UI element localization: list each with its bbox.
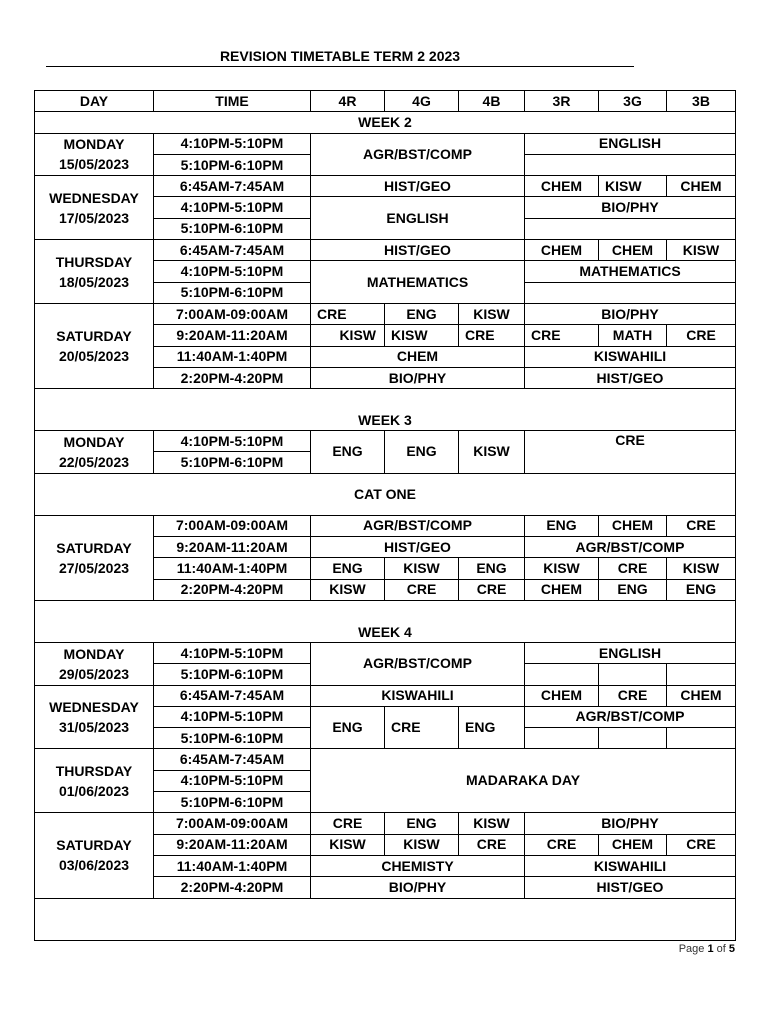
subject-cell: ENG — [311, 706, 385, 749]
empty-cell — [667, 728, 736, 749]
table-row — [35, 176, 736, 197]
subject-cell: CHEM — [667, 176, 736, 197]
table-row — [35, 515, 736, 536]
subject-cell: CRE — [599, 558, 667, 579]
week-row — [35, 389, 736, 431]
header-cell: 4G — [385, 91, 459, 112]
time-cell: 11:40AM-1:40PM — [154, 855, 311, 876]
empty-cell — [667, 664, 736, 685]
table-row — [35, 431, 736, 452]
subject-cell: KISW — [667, 558, 736, 579]
subject-cell: HIST/GEO — [311, 176, 525, 197]
time-cell: 4:10PM-5:10PM — [154, 642, 311, 663]
header-cell: 3G — [599, 91, 667, 112]
subject-cell: KISW — [311, 325, 385, 346]
subject-cell: HIST/GEO — [311, 240, 525, 261]
time-cell: 7:00AM-09:00AM — [154, 303, 311, 324]
subject-cell: CRE — [311, 303, 385, 324]
time-cell: 5:10PM-6:10PM — [154, 452, 311, 473]
subject-cell: KISWAHILI — [525, 346, 736, 367]
table-row — [35, 240, 736, 261]
subject-cell: CRE — [525, 834, 599, 855]
subject-cell: ENG — [311, 431, 385, 474]
week-row — [35, 112, 736, 133]
header-cell: TIME — [154, 91, 311, 112]
subject-cell: AGR/BST/COMP — [525, 537, 736, 558]
subject-cell: CRE — [459, 579, 525, 600]
subject-cell: KISW — [599, 176, 667, 197]
subject-cell: CRE — [525, 325, 599, 346]
subject-cell: MATH — [599, 325, 667, 346]
time-cell: 11:40AM-1:40PM — [154, 558, 311, 579]
empty-cell — [525, 154, 736, 175]
subject-cell: KISW — [385, 558, 459, 579]
subject-cell: CHEM — [525, 579, 599, 600]
time-cell: 7:00AM-09:00AM — [154, 515, 311, 536]
subject-cell: CRE — [385, 579, 459, 600]
time-cell: 6:45AM-7:45AM — [154, 176, 311, 197]
week-row — [35, 473, 736, 515]
subject-cell: ENGLISH — [311, 197, 525, 240]
week-label: WEEK 2 — [35, 112, 736, 133]
subject-cell: CHEMISTY — [311, 855, 525, 876]
subject-cell: CHEM — [599, 515, 667, 536]
table-row — [35, 642, 736, 663]
subject-cell: KISWAHILI — [525, 855, 736, 876]
header-cell: 4R — [311, 91, 385, 112]
week-label: WEEK 3 — [35, 389, 736, 431]
time-cell: 2:20PM-4:20PM — [154, 877, 311, 898]
subject-cell: AGR/BST/COMP — [311, 642, 525, 685]
title-underline — [46, 66, 634, 67]
timetable — [34, 90, 736, 941]
time-cell: 6:45AM-7:45AM — [154, 749, 311, 770]
subject-cell: BIO/PHY — [525, 197, 736, 218]
subject-cell: CHEM — [525, 685, 599, 706]
time-cell: 5:10PM-6:10PM — [154, 154, 311, 175]
time-cell: 4:10PM-5:10PM — [154, 431, 311, 452]
day-cell: SATURDAY 27/05/2023 — [35, 515, 154, 600]
header-cell: 3B — [667, 91, 736, 112]
table-row — [35, 749, 736, 770]
subject-cell: AGR/BST/COMP — [311, 133, 525, 176]
time-cell: 9:20AM-11:20AM — [154, 325, 311, 346]
table-row — [35, 813, 736, 834]
time-cell: 2:20PM-4:20PM — [154, 579, 311, 600]
subject-cell: BIO/PHY — [311, 367, 525, 388]
subject-cell: CRE — [311, 813, 385, 834]
subject-cell: ENGLISH — [525, 133, 736, 154]
page-title: REVISION TIMETABLE TERM 2 2023 — [219, 48, 461, 64]
day-cell: SATURDAY 03/06/2023 — [35, 813, 154, 898]
time-cell: 4:10PM-5:10PM — [154, 133, 311, 154]
day-cell: THURSDAY 01/06/2023 — [35, 749, 154, 813]
page-number: Page 1 of 5 — [678, 943, 735, 955]
time-cell: 11:40AM-1:40PM — [154, 346, 311, 367]
table-row — [35, 133, 736, 154]
time-cell: 5:10PM-6:10PM — [154, 664, 311, 685]
time-cell: 4:10PM-5:10PM — [154, 770, 311, 791]
subject-cell: HIST/GEO — [525, 877, 736, 898]
subject-cell: ENG — [459, 706, 525, 749]
day-cell: MONDAY 15/05/2023 — [35, 133, 154, 176]
table-row — [35, 898, 736, 940]
subject-cell: KISW — [459, 813, 525, 834]
subject-cell: BIO/PHY — [311, 877, 525, 898]
subject-cell: CRE — [599, 685, 667, 706]
day-cell: MONDAY 22/05/2023 — [35, 431, 154, 474]
subject-cell: KISW — [311, 834, 385, 855]
day-cell: THURSDAY 18/05/2023 — [35, 240, 154, 304]
subject-cell: KISW — [525, 558, 599, 579]
subject-cell: KISW — [667, 240, 736, 261]
subject-cell: CHEM — [525, 176, 599, 197]
header-cell: DAY — [35, 91, 154, 112]
empty-cell — [525, 664, 599, 685]
subject-cell: ENG — [525, 515, 599, 536]
subject-cell: CHEM — [525, 240, 599, 261]
time-cell: 6:45AM-7:45AM — [154, 240, 311, 261]
subject-cell: MATHEMATICS — [525, 261, 736, 282]
subject-cell: MATHEMATICS — [311, 261, 525, 304]
subject-cell: CRE — [385, 706, 459, 749]
time-cell: 4:10PM-5:10PM — [154, 261, 311, 282]
time-cell: 7:00AM-09:00AM — [154, 813, 311, 834]
day-cell: WEDNESDAY 17/05/2023 — [35, 176, 154, 240]
subject-cell: CRE — [667, 325, 736, 346]
table-row — [35, 303, 736, 324]
time-cell: 2:20PM-4:20PM — [154, 367, 311, 388]
subject-cell: HIST/GEO — [311, 537, 525, 558]
subject-cell: HIST/GEO — [525, 367, 736, 388]
subject-cell: KISW — [385, 834, 459, 855]
subject-cell: CHEM — [599, 834, 667, 855]
subject-cell: CHEM — [599, 240, 667, 261]
day-cell: MONDAY 29/05/2023 — [35, 642, 154, 685]
time-cell: 4:10PM-5:10PM — [154, 706, 311, 727]
time-cell: 9:20AM-11:20AM — [154, 537, 311, 558]
subject-cell: CHEM — [667, 685, 736, 706]
time-cell: 4:10PM-5:10PM — [154, 197, 311, 218]
day-cell: WEDNESDAY 31/05/2023 — [35, 685, 154, 749]
subject-cell: ENG — [667, 579, 736, 600]
week-row — [35, 600, 736, 642]
subject-cell: CRE — [667, 515, 736, 536]
subject-cell: ENG — [385, 431, 459, 474]
subject-cell: ENG — [385, 813, 459, 834]
time-cell: 5:10PM-6:10PM — [154, 728, 311, 749]
subject-cell: CRE — [459, 325, 525, 346]
header-cell: 3R — [525, 91, 599, 112]
table-row — [35, 685, 736, 706]
subject-cell: ENG — [385, 303, 459, 324]
subject-cell: KISWAHILI — [311, 685, 525, 706]
empty-cell — [525, 218, 736, 239]
empty-cell — [525, 282, 736, 303]
time-cell: 5:10PM-6:10PM — [154, 282, 311, 303]
week-label: CAT ONE — [35, 473, 736, 515]
subject-cell: CRE — [525, 431, 736, 474]
empty-cell — [525, 728, 599, 749]
subject-cell: ENG — [311, 558, 385, 579]
week-label: WEEK 4 — [35, 600, 736, 642]
subject-cell: CHEM — [311, 346, 525, 367]
subject-cell: AGR/BST/COMP — [525, 706, 736, 727]
subject-cell: ENG — [599, 579, 667, 600]
time-cell: 5:10PM-6:10PM — [154, 792, 311, 813]
subject-cell: ENGLISH — [525, 642, 736, 663]
header-cell: 4B — [459, 91, 525, 112]
header-row — [35, 91, 736, 112]
empty-cell — [35, 898, 736, 940]
subject-cell: KISW — [385, 325, 459, 346]
subject-cell: BIO/PHY — [525, 303, 736, 324]
subject-cell: KISW — [311, 579, 385, 600]
day-cell: SATURDAY 20/05/2023 — [35, 303, 154, 388]
subject-cell: CRE — [667, 834, 736, 855]
subject-cell: AGR/BST/COMP — [311, 515, 525, 536]
empty-cell — [599, 728, 667, 749]
subject-cell: BIO/PHY — [525, 813, 736, 834]
time-cell: 6:45AM-7:45AM — [154, 685, 311, 706]
empty-cell — [599, 664, 667, 685]
holiday-cell: MADARAKA DAY — [311, 749, 736, 813]
subject-cell: KISW — [459, 303, 525, 324]
subject-cell: ENG — [459, 558, 525, 579]
time-cell: 5:10PM-6:10PM — [154, 218, 311, 239]
time-cell: 9:20AM-11:20AM — [154, 834, 311, 855]
subject-cell: KISW — [459, 431, 525, 474]
subject-cell: CRE — [459, 834, 525, 855]
